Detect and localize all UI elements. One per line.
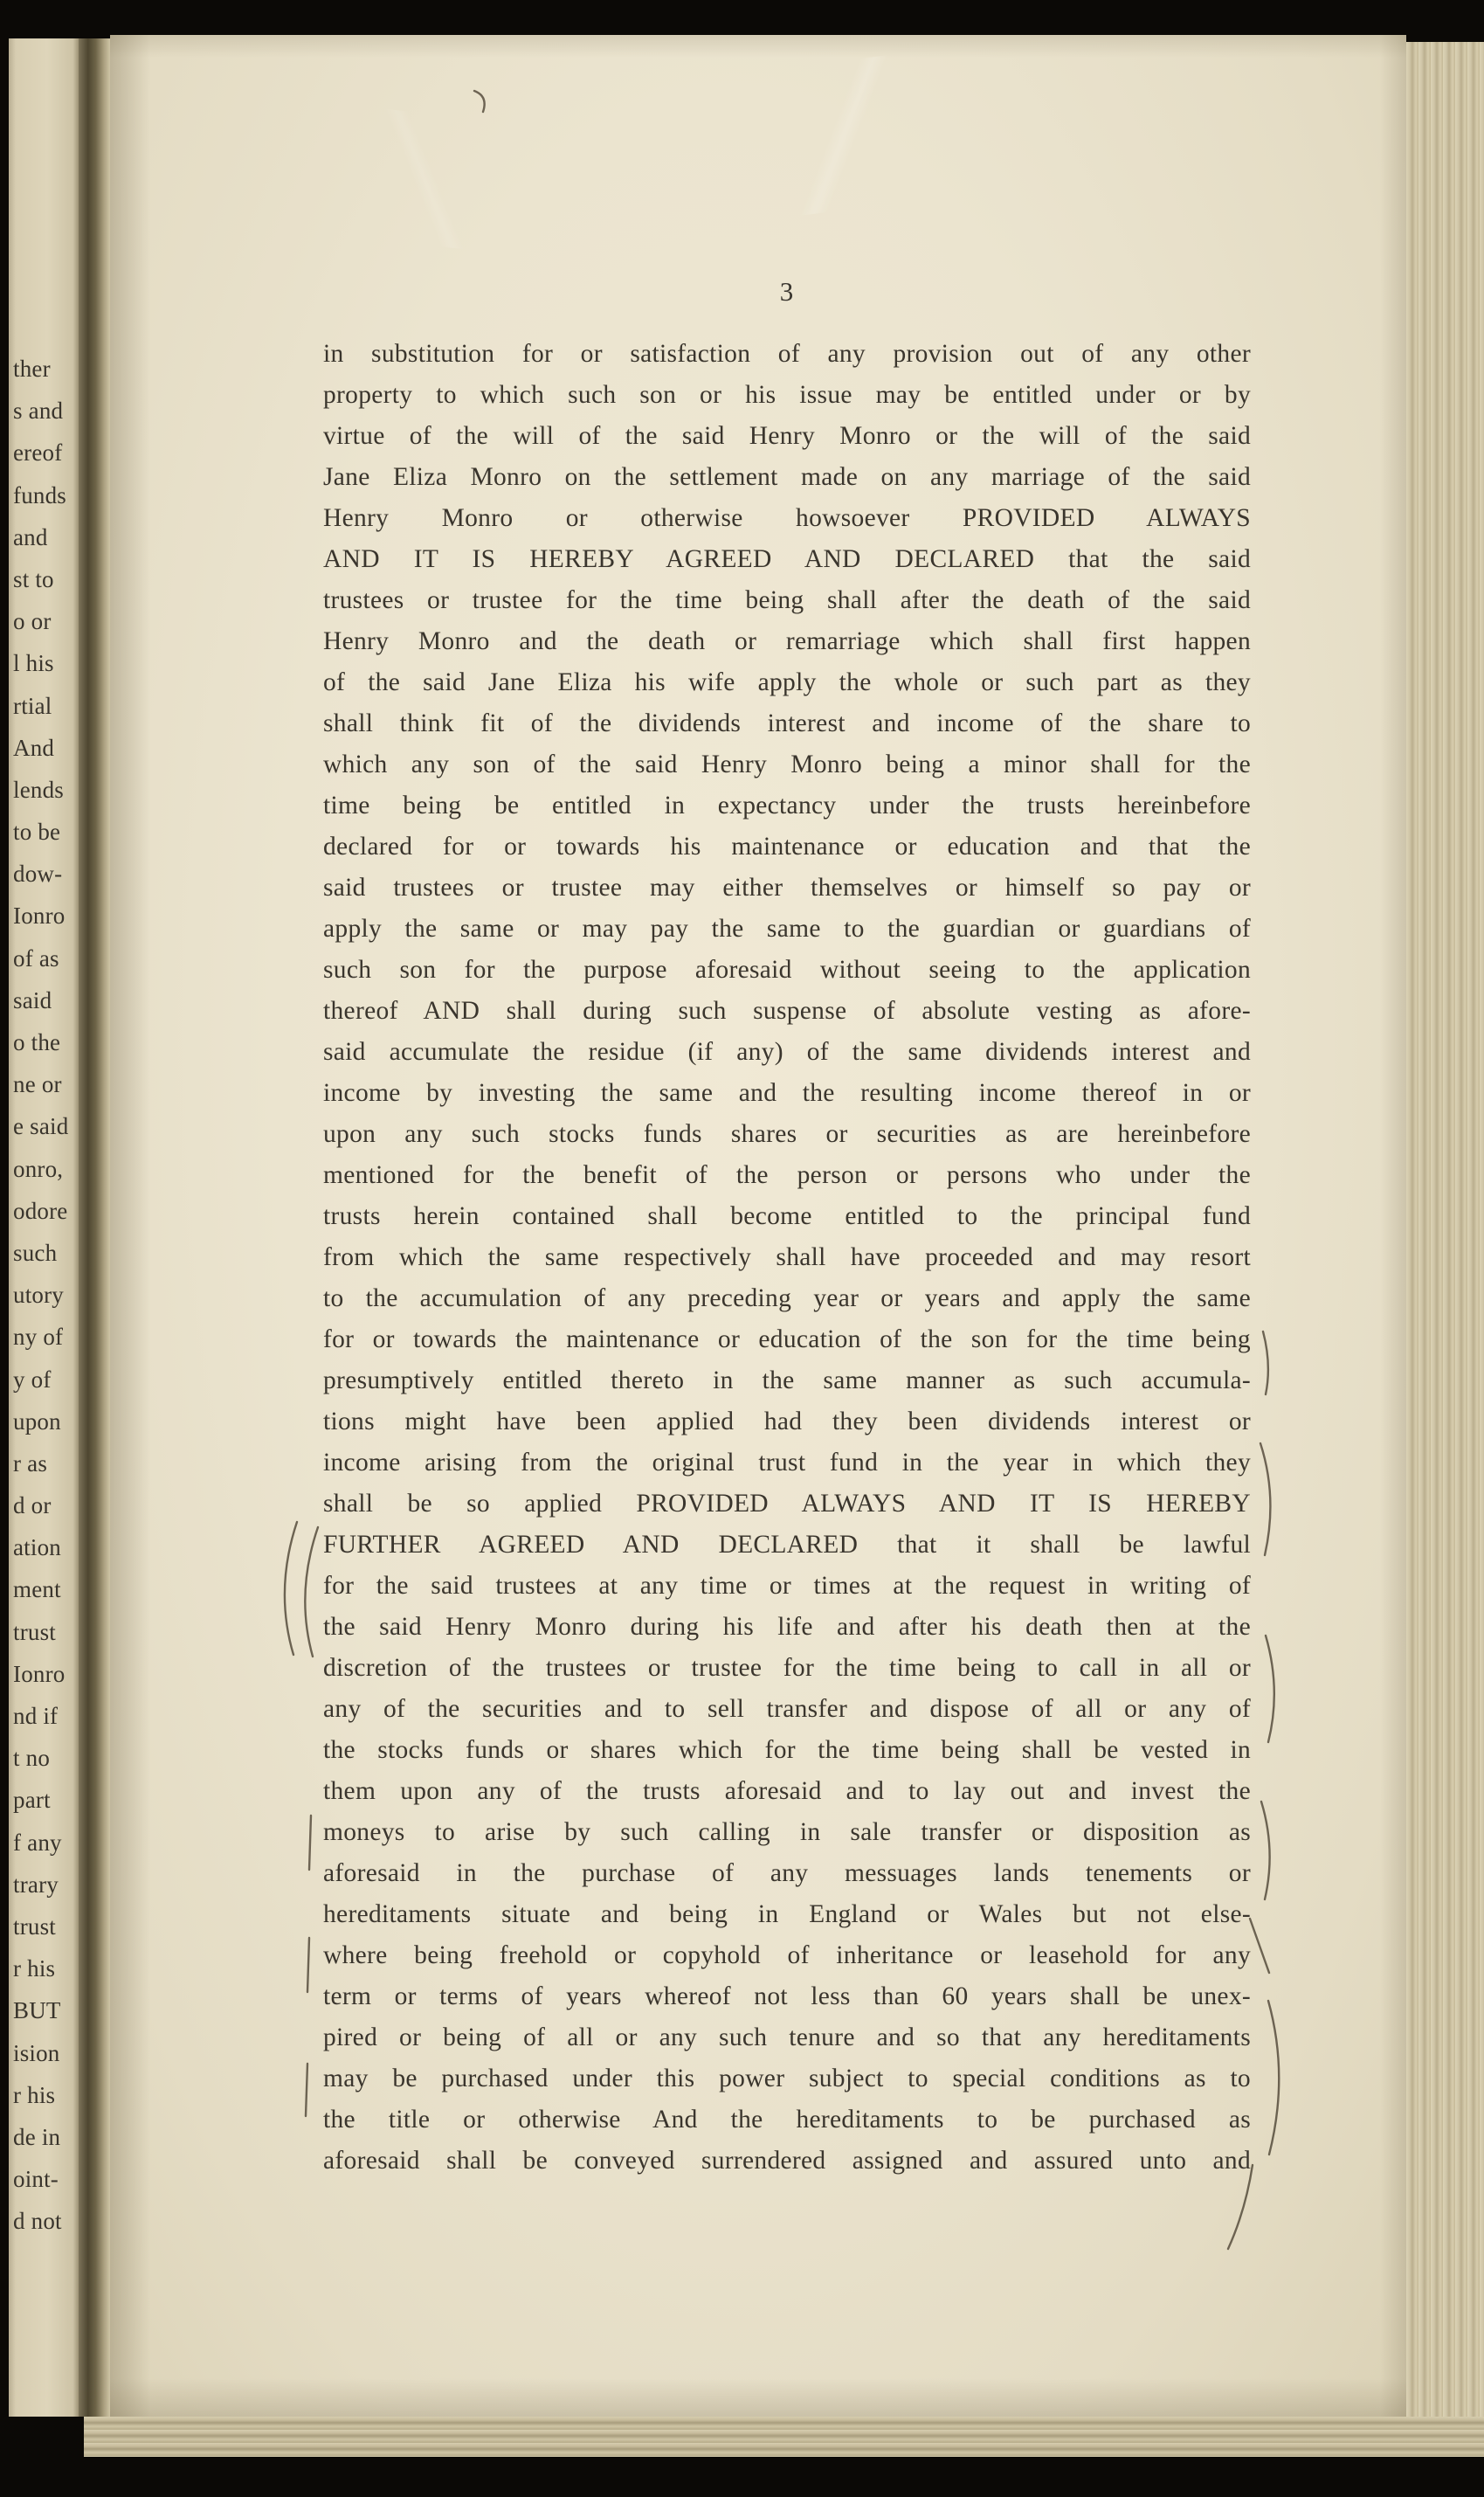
page-number: 3 xyxy=(779,276,795,307)
margin-fragment: And xyxy=(13,734,55,761)
body-line: any of the securities and to sell transfer and dispose of all or any of xyxy=(323,1695,1251,1723)
body-line: the stocks funds or shares which for the time being shall be vested in xyxy=(323,1736,1251,1764)
left-margin-fragments xyxy=(13,348,79,2242)
paper-crease xyxy=(252,97,597,262)
margin-fragment: o or xyxy=(13,608,52,635)
margin-fragment: Ionro xyxy=(13,1660,66,1687)
margin-fragment: said xyxy=(13,986,52,1013)
margin-fragment: ision xyxy=(13,2039,60,2066)
margin-fragment: such xyxy=(13,1239,58,1266)
margin-fragment: trust xyxy=(13,1913,57,1940)
book-gutter-shadow xyxy=(79,38,110,2417)
body-line: which any son of the said Henry Monro being a minor shall for the xyxy=(323,750,1251,778)
body-line: declared for or towards his maintenance or education and that the xyxy=(323,833,1251,861)
body-line: AND IT IS HEREBY AGREED AND DECLARED that the said xyxy=(323,545,1251,573)
body-line: Henry Monro or otherwise howsoever PROVIDED ALWAYS xyxy=(323,504,1251,532)
margin-fragment: part xyxy=(13,1787,51,1814)
body-line: income arising from the original trust fund in the year in which they xyxy=(323,1449,1251,1477)
body-line: thereof AND shall during such suspense of absolute vesting as afore- xyxy=(323,997,1251,1025)
margin-fragment: ny of xyxy=(13,1324,64,1351)
body-line: term or terms of years whereof not less than 60 years shall be unex- xyxy=(323,1982,1251,2010)
margin-fragment: r as xyxy=(13,1449,48,1477)
margin-fragment: oint- xyxy=(13,2166,59,2193)
body-line: Henry Monro and the death or remarriage which shall first happen xyxy=(323,627,1251,655)
margin-fragment: ment xyxy=(13,1576,61,1603)
body-line: such son for the purpose aforesaid without seeing to the application xyxy=(323,956,1251,984)
body-line: may be purchased under this power subject to special conditions as to xyxy=(323,2065,1251,2092)
margin-fragment: BUT xyxy=(13,1997,61,2024)
margin-fragment: y of xyxy=(13,1366,52,1393)
margin-fragment: st to xyxy=(13,565,54,592)
page-stack-bottom-edge xyxy=(84,2417,1484,2457)
body-line: said trustees or trustee may either themselves or himself so pay or xyxy=(323,874,1251,902)
body-line: mentioned for the benefit of the person or persons who under the xyxy=(323,1161,1251,1189)
margin-fragment: trary xyxy=(13,1871,59,1898)
body-line: to the accumulation of any preceding year or years and apply the same xyxy=(323,1284,1251,1312)
body-line: said accumulate the residue (if any) of the same dividends interest and xyxy=(323,1038,1251,1066)
body-line: where being freehold or copyhold of inheritance or leasehold for any xyxy=(323,1941,1251,1969)
body-line: aforesaid in the purchase of any messuages lands tenements or xyxy=(323,1859,1251,1887)
margin-fragment: ne or xyxy=(13,1071,62,1098)
margin-fragment: ther xyxy=(13,356,51,382)
margin-fragment: dow- xyxy=(13,861,63,888)
body-line: time being be entitled in expectancy under the trusts hereinbefore xyxy=(323,792,1251,820)
margin-fragment: lends xyxy=(13,776,64,803)
body-line: Jane Eliza Monro on the settlement made on any marriage of the said xyxy=(323,463,1251,491)
margin-fragment: utory xyxy=(13,1282,64,1309)
margin-fragment: s and xyxy=(13,398,64,425)
margin-fragment: de in xyxy=(13,2123,61,2150)
body-line: from which the same respectively shall have proceeded and may resort xyxy=(323,1243,1251,1271)
body-line: of the said Jane Eliza his wife apply the whole or such part as they xyxy=(323,668,1251,696)
body-line: pired or being of all or any such tenure and so that any hereditaments xyxy=(323,2023,1251,2051)
margin-fragment: onro, xyxy=(13,1155,64,1182)
body-line: apply the same or may pay the same to the guardian or guardians of xyxy=(323,915,1251,943)
body-text xyxy=(323,334,1251,2182)
margin-fragment: r his xyxy=(13,2081,56,2108)
body-line: property to which such son or his issue may be entitled under or by xyxy=(323,381,1251,409)
body-line: upon any such stocks funds shares or securities as are hereinbefore xyxy=(323,1120,1251,1148)
page-stack-fore-edge xyxy=(1406,42,1484,2438)
margin-fragment: ereof xyxy=(13,439,63,467)
body-line: shall be so applied PROVIDED ALWAYS AND IT IS HEREBY xyxy=(323,1490,1251,1518)
body-line: income by investing the same and the resulting income thereof in or xyxy=(323,1079,1251,1107)
margin-fragment: and xyxy=(13,523,48,550)
body-line: aforesaid shall be conveyed surrendered assigned and assured unto and xyxy=(323,2147,1251,2175)
margin-fragment: t no xyxy=(13,1745,51,1772)
margin-fragment: l his xyxy=(13,650,54,677)
margin-fragment: odore xyxy=(13,1197,68,1224)
body-line: in substitution for or satisfaction of any provision out of any other xyxy=(323,340,1251,368)
body-line: trustees or trustee for the time being shall after the death of the said xyxy=(323,586,1251,614)
body-line: for the said trustees at any time or times at the request in writing of xyxy=(323,1572,1251,1600)
margin-fragment: of as xyxy=(13,944,59,972)
margin-fragment: d not xyxy=(13,2208,62,2235)
margin-fragment: Ionro xyxy=(13,903,66,930)
margin-fragment: to be xyxy=(13,819,61,846)
margin-fragment: trust xyxy=(13,1618,57,1645)
margin-fragment: upon xyxy=(13,1408,61,1435)
paper-crease xyxy=(635,38,1052,234)
body-line: FURTHER AGREED AND DECLARED that it shall be lawful xyxy=(323,1531,1251,1559)
margin-fragment: ation xyxy=(13,1534,61,1561)
body-line: them upon any of the trusts aforesaid and to lay out and invest the xyxy=(323,1777,1251,1805)
body-line: shall think fit of the dividends interest and income of the share to xyxy=(323,709,1251,737)
margin-fragment: nd if xyxy=(13,1703,59,1729)
margin-fragment: e said xyxy=(13,1113,69,1140)
body-line: virtue of the will of the said Henry Monro or the will of the said xyxy=(323,422,1251,450)
body-line: hereditaments situate and being in England or Wales but not else- xyxy=(323,1900,1251,1928)
margin-fragment: rtial xyxy=(13,692,52,719)
margin-fragment: funds xyxy=(13,481,66,508)
margin-fragment: r his xyxy=(13,1955,56,1982)
body-line: the title or otherwise And the hereditaments to be purchased as xyxy=(323,2106,1251,2134)
margin-fragment: o the xyxy=(13,1029,61,1055)
margin-fragment: d or xyxy=(13,1492,52,1519)
body-line: the said Henry Monro during his life and after his death then at the xyxy=(323,1613,1251,1641)
facing-page-sliver xyxy=(9,38,79,2417)
body-line: tions might have been applied had they been dividends interest or xyxy=(323,1408,1251,1435)
body-line: for or towards the maintenance or education of the son for the time being xyxy=(323,1325,1251,1353)
body-line: presumptively entitled thereto in the same manner as such accumula- xyxy=(323,1366,1251,1394)
body-line: moneys to arise by such calling in sale transfer or disposition as xyxy=(323,1818,1251,1846)
body-line: trusts herein contained shall become entitled to the principal fund xyxy=(323,1202,1251,1230)
body-line: discretion of the trustees or trustee for the time being to call in all or xyxy=(323,1654,1251,1682)
scanned-page xyxy=(110,35,1406,2417)
margin-fragment: f any xyxy=(13,1829,62,1856)
